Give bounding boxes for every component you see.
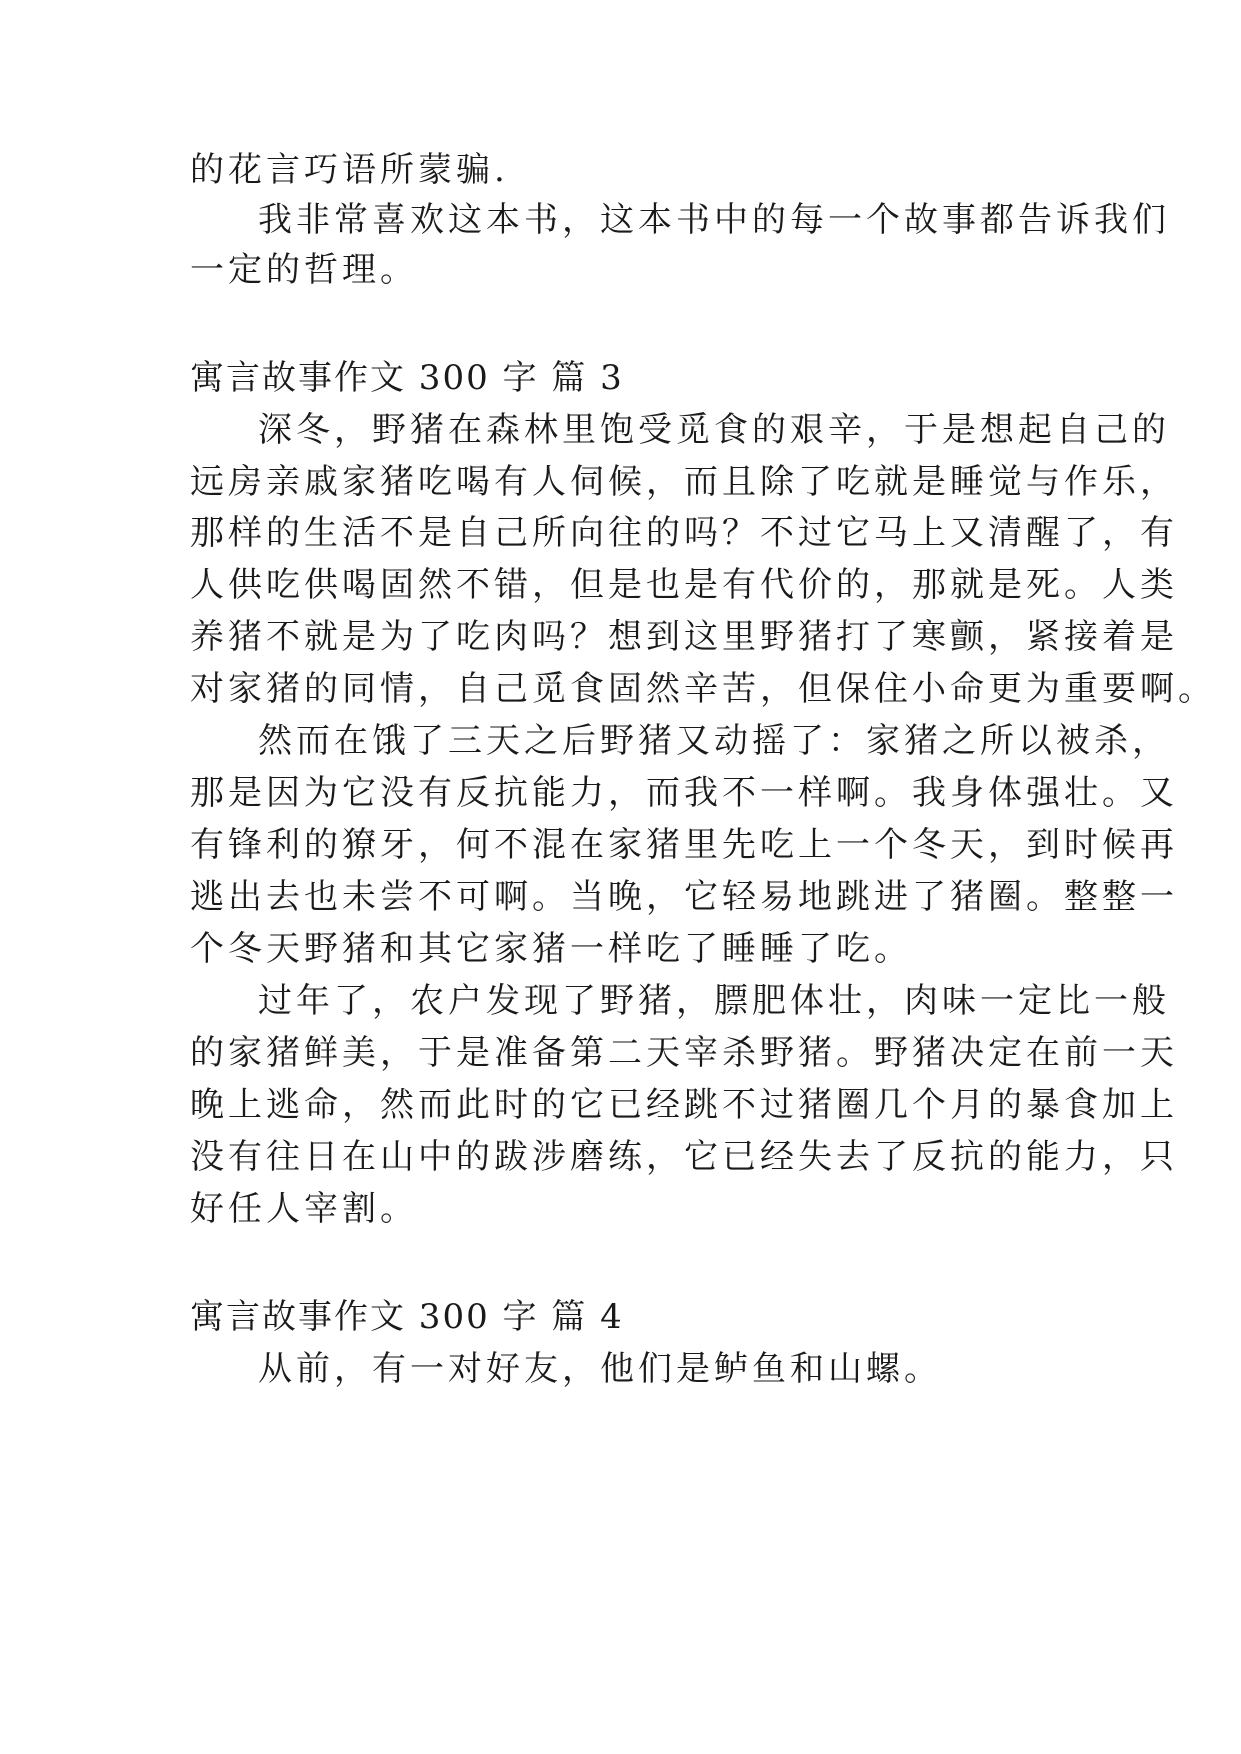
paragraph-line: 深冬，野猪在森林里饱受觅食的艰辛，于是想起自己的 bbox=[258, 410, 1170, 450]
paragraph-line: 个冬天野猪和其它家猪一样吃了睡睡了吃。 bbox=[190, 929, 912, 969]
paragraph-line: 没有往日在山中的跋涉磨练，它已经失去了反抗的能力，只 bbox=[190, 1137, 1178, 1177]
section-heading: 寓言故事作文 300 字 篇 4 bbox=[190, 1297, 624, 1337]
paragraph-line: 然而在饿了三天之后野猪又动摇了：家猪之所以被杀， bbox=[258, 721, 1170, 761]
paragraph-line: 逃出去也未尝不可啊。当晚，它轻易地跳进了猪圈。整整一 bbox=[190, 877, 1178, 917]
paragraph-line: 过年了，农户发现了野猪，膘肥体壮，肉味一定比一般 bbox=[258, 981, 1170, 1021]
paragraph-line: 一定的哲理。 bbox=[190, 250, 418, 290]
paragraph-line: 那样的生活不是自己所向往的吗？不过它马上又清醒了，有 bbox=[190, 513, 1178, 553]
paragraph-line: 好任人宰割。 bbox=[190, 1189, 418, 1229]
paragraph-line: 有锋利的獠牙，何不混在家猪里先吃上一个冬天，到时候再 bbox=[190, 825, 1178, 865]
paragraph-line: 的花言巧语所蒙骗. bbox=[190, 150, 509, 190]
paragraph-line: 对家猪的同情，自己觅食固然辛苦，但保住小命更为重要啊。 bbox=[190, 669, 1216, 709]
section-heading: 寓言故事作文 300 字 篇 3 bbox=[190, 358, 624, 398]
paragraph-line: 的家猪鲜美，于是准备第二天宰杀野猪。野猪决定在前一天 bbox=[190, 1033, 1178, 1073]
paragraph-line: 从前，有一对好友，他们是鲈鱼和山螺。 bbox=[258, 1349, 942, 1389]
paragraph-line: 我非常喜欢这本书，这本书中的每一个故事都告诉我们 bbox=[258, 200, 1170, 240]
paragraph-line: 人供吃供喝固然不错，但是也是有代价的，那就是死。人类 bbox=[190, 565, 1178, 605]
paragraph-line: 那是因为它没有反抗能力，而我不一样啊。我身体强壮。又 bbox=[190, 773, 1178, 813]
paragraph-line: 养猪不就是为了吃肉吗？想到这里野猪打了寒颤，紧接着是 bbox=[190, 617, 1178, 657]
paragraph-line: 晚上逃命，然而此时的它已经跳不过猪圈几个月的暴食加上 bbox=[190, 1085, 1178, 1125]
paragraph-line: 远房亲戚家猪吃喝有人伺候，而且除了吃就是睡觉与作乐， bbox=[190, 462, 1178, 502]
